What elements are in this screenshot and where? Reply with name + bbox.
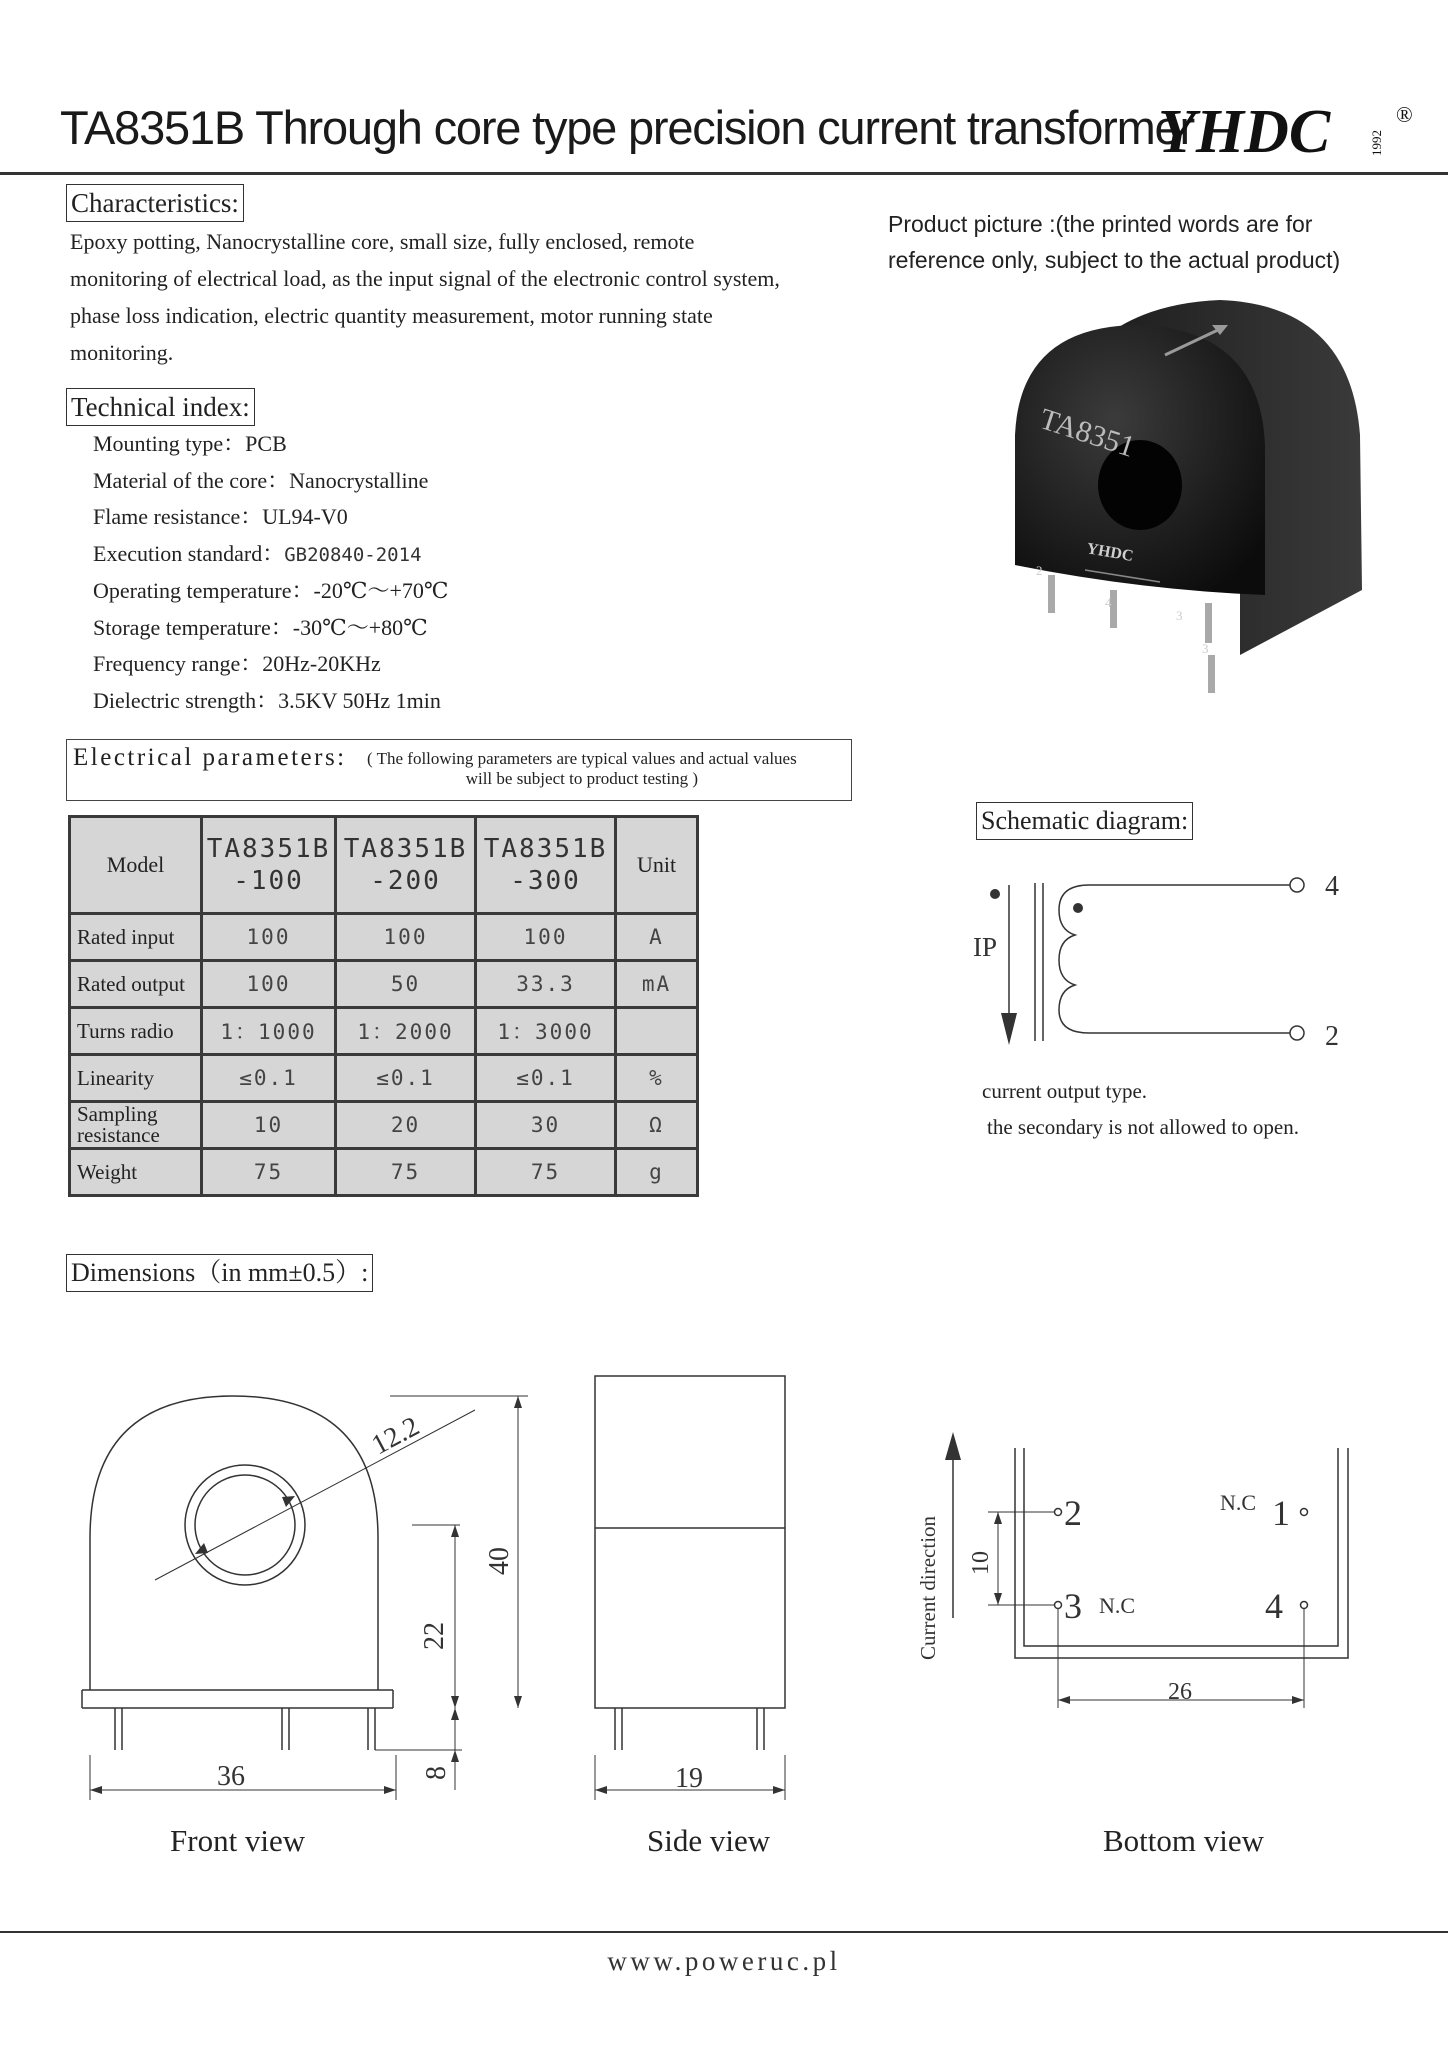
table-row [70, 1055, 698, 1102]
schematic-label: Schematic diagram: [976, 802, 1193, 840]
brand-logo [1158, 96, 1418, 165]
electrical-parameters-box [66, 739, 852, 801]
column-header: TA8351B -100 [202, 817, 336, 914]
electrical-parameters-note: ( The following parameters are typical values and actual values will be subject to product testing ) [367, 749, 797, 788]
table-cell: 1：1000 [202, 1008, 336, 1055]
row-label: Sampling resistance [70, 1102, 202, 1149]
table-cell: 100 [476, 914, 616, 961]
bottom-pin-3-label: 3 [1064, 1586, 1082, 1626]
footer-rule [0, 1931, 1448, 1933]
spec-execution-standard: Execution standard：GB20840-2014 [93, 540, 422, 566]
spec-operating-temperature: Operating temperature：-20℃～+70℃ [93, 578, 449, 603]
table-cell: ≤0.1 [336, 1055, 476, 1102]
row-label: Turns radio [70, 1008, 202, 1055]
table-cell: 30 [476, 1102, 616, 1149]
dimensions-label: Dimensions（in mm±0.5）: [66, 1254, 373, 1292]
spec-flame-resistance: Flame resistance：UL94-V0 [93, 504, 348, 529]
characteristics-text: Epoxy potting, Nanocrystalline core, small size, fully enclosed, remote monitoring of electrical load, as the input signal of the electronic control system, phase loss indication, electric quantity measurement, motor running state monitoring. [70, 229, 780, 365]
table-row [70, 1102, 698, 1149]
table-cell: ≤0.1 [476, 1055, 616, 1102]
front-diameter-label: 12.2 [366, 1410, 425, 1462]
row-label: Linearity [70, 1055, 202, 1102]
table-row [70, 1149, 698, 1196]
unit-cell: Ω [616, 1102, 698, 1149]
spec-frequency-range: Frequency range：20Hz-20KHz [93, 651, 381, 676]
spec-dielectric-strength: Dielectric strength：3.5KV 50Hz 1min [93, 687, 441, 713]
table-cell: 1：2000 [336, 1008, 476, 1055]
electrical-parameters-label: Electrical parameters: [73, 744, 347, 771]
table-cell: 50 [336, 961, 476, 1008]
table-cell: 10 [202, 1102, 336, 1149]
svg-text:3: 3 [1176, 608, 1183, 623]
unit-header: Unit [616, 817, 698, 914]
table-cell: 75 [336, 1149, 476, 1196]
front-view-caption: Front view [170, 1823, 306, 1858]
row-label: Rated output [70, 961, 202, 1008]
logo-text: YHDC [1158, 98, 1331, 160]
product-photo [990, 285, 1370, 710]
front-width-label: 36 [217, 1761, 245, 1792]
front-height-label: 40 [484, 1547, 515, 1575]
model-header: Model [70, 817, 202, 914]
table-cell: 75 [202, 1149, 336, 1196]
spec-storage-temperature: Storage temperature：-30℃～+80℃ [93, 614, 428, 640]
front-center-height-label: 22 [419, 1622, 450, 1650]
pin-2-label: 2 [1325, 1021, 1339, 1052]
table-cell: 20 [336, 1102, 476, 1149]
side-view-caption: Side view [647, 1823, 771, 1858]
unit-cell: A [616, 914, 698, 961]
pin-4-label: 4 [1325, 871, 1339, 902]
bottom-pin-1-label: 1 [1272, 1493, 1290, 1533]
photo-marking-model: TA8351 [1035, 402, 1139, 464]
bottom-nc-2-label: N.C [1099, 1593, 1136, 1618]
bottom-pin-spacing-h-label: 26 [1168, 1679, 1192, 1705]
row-label: Rated input [70, 914, 202, 961]
spec-mounting-type: Mounting type：PCB [93, 431, 287, 456]
column-header: TA8351B -300 [476, 817, 616, 914]
bottom-view-caption: Bottom view [1103, 1823, 1265, 1858]
row-label: Weight [70, 1149, 202, 1196]
unit-cell: % [616, 1055, 698, 1102]
table-row [70, 1008, 698, 1055]
spec-core-material: Material of the core：Nanocrystalline [93, 467, 429, 493]
ip-label: IP [973, 932, 998, 962]
header-rule [0, 172, 1448, 175]
table-cell: ≤0.1 [202, 1055, 336, 1102]
side-view-drawing [595, 1376, 785, 1800]
bottom-pin-2-label: 2 [1064, 1493, 1082, 1533]
front-view-drawing [82, 1396, 528, 1800]
svg-text:4: 4 [1105, 595, 1112, 610]
bottom-nc-1-label: N.C [1220, 1490, 1257, 1515]
unit-cell: g [616, 1149, 698, 1196]
technical-index-label: Technical index: [66, 388, 255, 426]
column-header: TA8351B -200 [336, 817, 476, 914]
table-cell: 100 [202, 914, 336, 961]
table-cell: 100 [336, 914, 476, 961]
current-direction-label: Current direction [916, 1515, 940, 1660]
unit-cell: mA [616, 961, 698, 1008]
svg-text:2: 2 [1036, 563, 1043, 578]
page-title: TA8351B Through core type precision current transformer [60, 101, 1194, 154]
bottom-pin-spacing-v-label: 10 [968, 1551, 994, 1575]
table-cell: 33.3 [476, 961, 616, 1008]
table-cell: 100 [202, 961, 336, 1008]
logo-year: 1992 [1369, 130, 1384, 156]
table-row [70, 961, 698, 1008]
characteristics-label: Characteristics: [66, 184, 244, 222]
table-cell: 1：3000 [476, 1008, 616, 1055]
svg-text:3: 3 [1202, 641, 1209, 656]
unit-cell [616, 1008, 698, 1055]
photo-marking-brand: YHDC [1085, 540, 1135, 566]
registered-mark: ® [1396, 102, 1413, 127]
schematic-diagram [965, 855, 1365, 1060]
technical-index-list [93, 426, 449, 719]
table-header-row [70, 817, 698, 914]
electrical-parameters-table [68, 815, 699, 1197]
front-pin-length-label: 8 [421, 1766, 452, 1780]
product-picture-note: Product picture :(the printed words are for reference only, subject to the actual product) [888, 211, 1341, 273]
table-cell: 75 [476, 1149, 616, 1196]
bottom-pin-4-label: 4 [1265, 1586, 1283, 1626]
table-row [70, 914, 698, 961]
bottom-view-drawing [945, 1432, 1348, 1708]
schematic-note: current output type. the secondary is not allowed to open. [982, 1079, 1300, 1139]
footer-url[interactable]: www.poweruc.pl [607, 1946, 841, 1976]
side-width-label: 19 [675, 1763, 703, 1794]
dimension-drawings [60, 1360, 1390, 1825]
